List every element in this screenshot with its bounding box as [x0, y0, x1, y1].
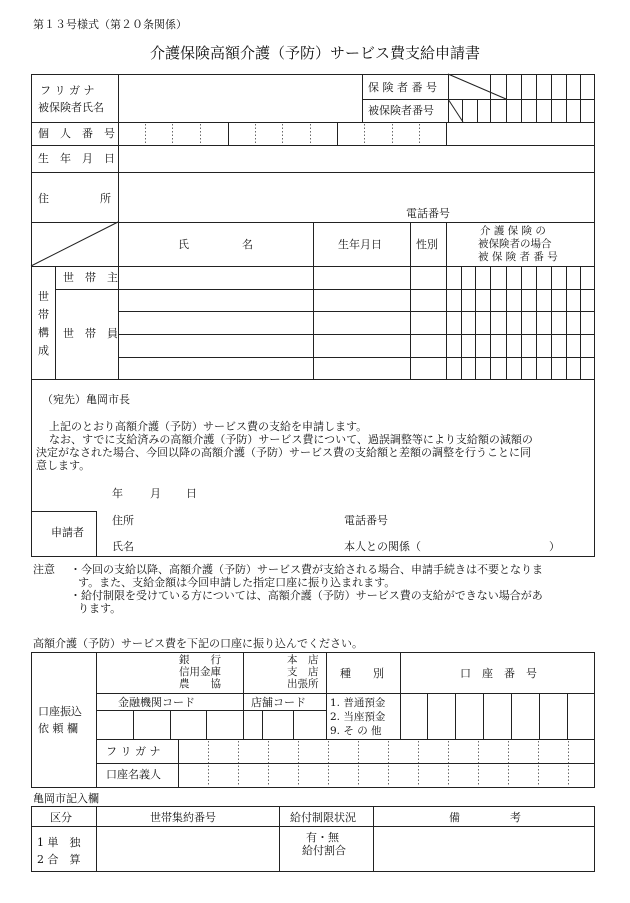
col-insured-1: 介 護 保 険 の — [480, 225, 546, 237]
branch-code-label: 店舗コード — [251, 696, 306, 709]
category-combined: 2 合 算 — [37, 853, 81, 866]
insurer-number-field[interactable] — [449, 75, 594, 122]
page-title: 介護保険高額介護（予防）サービス費支給申請書 — [149, 44, 480, 62]
account-number-header: 口 座 番 号 — [460, 667, 537, 680]
bank-name-field[interactable] — [97, 653, 179, 693]
application-line-2: なお、すでに支給済みの高額介護（予防）サービス費について、過誤調整等により支給額の減額の — [49, 433, 533, 446]
col-restriction: 給付制限状況 — [290, 811, 356, 824]
holder-name-field[interactable] — [179, 764, 594, 787]
applicant-name-label: 氏名 — [112, 540, 134, 553]
benefit-ratio: 給付割合 — [302, 844, 346, 857]
col-name-2: 名 — [242, 238, 253, 251]
furigana-label: フ リ ガ ナ — [40, 84, 95, 97]
bank-code-label: 金融機関コード — [118, 696, 195, 709]
bank-type-3: 農 協 — [179, 678, 221, 690]
phone-label: 電話番号 — [406, 207, 450, 220]
household-member-label: 世 帯 員 — [63, 327, 118, 340]
notes-label: 注意 — [33, 563, 55, 576]
relation-field[interactable] — [430, 538, 546, 554]
account-type-header: 種 別 — [340, 667, 384, 680]
applicant-name-field[interactable] — [138, 538, 338, 554]
form-number: 第１３号様式（第２０条関係） — [33, 18, 187, 31]
date-month-label: 月 — [150, 487, 161, 500]
holder-furigana-label: フ リ ガ ナ — [106, 745, 161, 758]
holder-furigana-field[interactable] — [179, 740, 594, 763]
branch-type-3: 出張所 — [287, 678, 319, 690]
household-vertical-4: 成 — [38, 344, 49, 357]
applicant-phone-label: 電話番号 — [344, 514, 388, 527]
bank-code-field[interactable] — [97, 711, 243, 739]
insured-name-label: 被保険者氏名 — [38, 101, 104, 114]
branch-name-field[interactable] — [244, 653, 286, 693]
note-2a: ・給付制限を受けている方については、高額介護（予防）サービス費の支給ができない場合があ — [70, 589, 543, 602]
birthdate-label: 生 年 月 日 — [38, 152, 115, 165]
bank-type-2: 信用金庫 — [179, 666, 221, 678]
account-type-option-2[interactable]: 2. 当座預金 — [330, 711, 386, 723]
col-household-number: 世帯集約番号 — [150, 811, 216, 824]
household-member-2-name-field[interactable] — [119, 312, 313, 334]
application-line-3: 決定がなされた場合、今回以降の高額介護（予防）サービス費の支給額と差額の調整を行うことに同 — [36, 446, 531, 459]
col-insured-2: 被保険者の場合 — [478, 238, 552, 250]
transfer-request-label-2: 依 頼 欄 — [38, 722, 78, 735]
household-member-1-name-field[interactable] — [119, 290, 313, 311]
relation-label: 本人との関係（ — [344, 540, 421, 553]
note-1a: ・今回の支給以降、高額介護（予防）サービス費が支給される場合、申請手続きは不要となりま — [70, 563, 543, 576]
category-single: 1 単 独 — [37, 836, 81, 849]
personal-number-label: 個 人 番 号 — [38, 127, 115, 140]
household-member-4-name-field[interactable] — [119, 358, 313, 379]
applicant-phone-field[interactable] — [396, 512, 586, 528]
application-line-4: 意します。 — [36, 459, 91, 472]
relation-close: ） — [549, 540, 560, 553]
city-section-heading: 亀岡市記入欄 — [33, 792, 99, 805]
bank-type-1: 銀 行 — [179, 654, 221, 666]
household-vertical-3: 構 — [38, 326, 49, 339]
col-remarks-2: 考 — [510, 811, 521, 824]
col-gender: 性別 — [416, 238, 438, 251]
household-vertical-1: 世 — [38, 290, 49, 303]
branch-type-2: 支 店 — [287, 666, 319, 678]
application-line-1: 上記のとおり高額介護（予防）サービス費の支給を申請します。 — [49, 420, 368, 433]
account-type-option-1[interactable]: 1. 普通預金 — [330, 697, 386, 709]
address-field[interactable] — [119, 173, 594, 222]
bank-intro: 高額介護（予防）サービス費を下記の口座に振り込んでください。 — [33, 637, 363, 650]
col-insured-3: 被 保 険 者 番 号 — [478, 251, 558, 263]
household-head-label: 世 帯 主 — [63, 271, 118, 284]
addressee: （宛先）亀岡市長 — [42, 393, 130, 406]
restriction-yes-no: 有・無 — [306, 831, 339, 844]
household-head-name-field[interactable] — [119, 267, 313, 289]
applicant-label: 申請者 — [51, 526, 84, 539]
insured-name-field[interactable] — [119, 75, 362, 122]
insurer-number-label: 保 険 者 番 号 — [368, 81, 437, 94]
personal-number-field[interactable] — [119, 123, 594, 145]
col-remarks-1: 備 — [449, 811, 460, 824]
date-year-label: 年 — [112, 487, 123, 500]
account-type-option-3[interactable]: 9. そ の 他 — [330, 725, 382, 737]
household-vertical-2: 帯 — [38, 308, 49, 321]
col-name-1: 氏 — [178, 238, 189, 251]
birthdate-field[interactable] — [119, 146, 594, 172]
applicant-address-field[interactable] — [138, 512, 338, 528]
applicant-address-label: 住所 — [112, 514, 134, 527]
account-number-field[interactable] — [401, 694, 594, 739]
col-birthdate: 生年月日 — [338, 238, 382, 251]
household-member-3-name-field[interactable] — [119, 335, 313, 357]
note-1b: す。また、支給金額は今回申請した指定口座に振り込まれます。 — [78, 576, 396, 589]
address-label-2: 所 — [100, 192, 111, 205]
branch-type-1: 本 店 — [287, 654, 319, 666]
address-label-1: 住 — [38, 192, 49, 205]
transfer-request-label-1: 口座振込 — [38, 705, 82, 718]
holder-name-label: 口座名義人 — [106, 768, 161, 781]
col-category: 区分 — [50, 811, 72, 824]
insured-number-label: 被保険者番号 — [368, 104, 434, 117]
branch-code-field[interactable] — [244, 711, 326, 739]
date-day-label: 日 — [186, 487, 197, 500]
note-2b: ります。 — [78, 602, 122, 615]
